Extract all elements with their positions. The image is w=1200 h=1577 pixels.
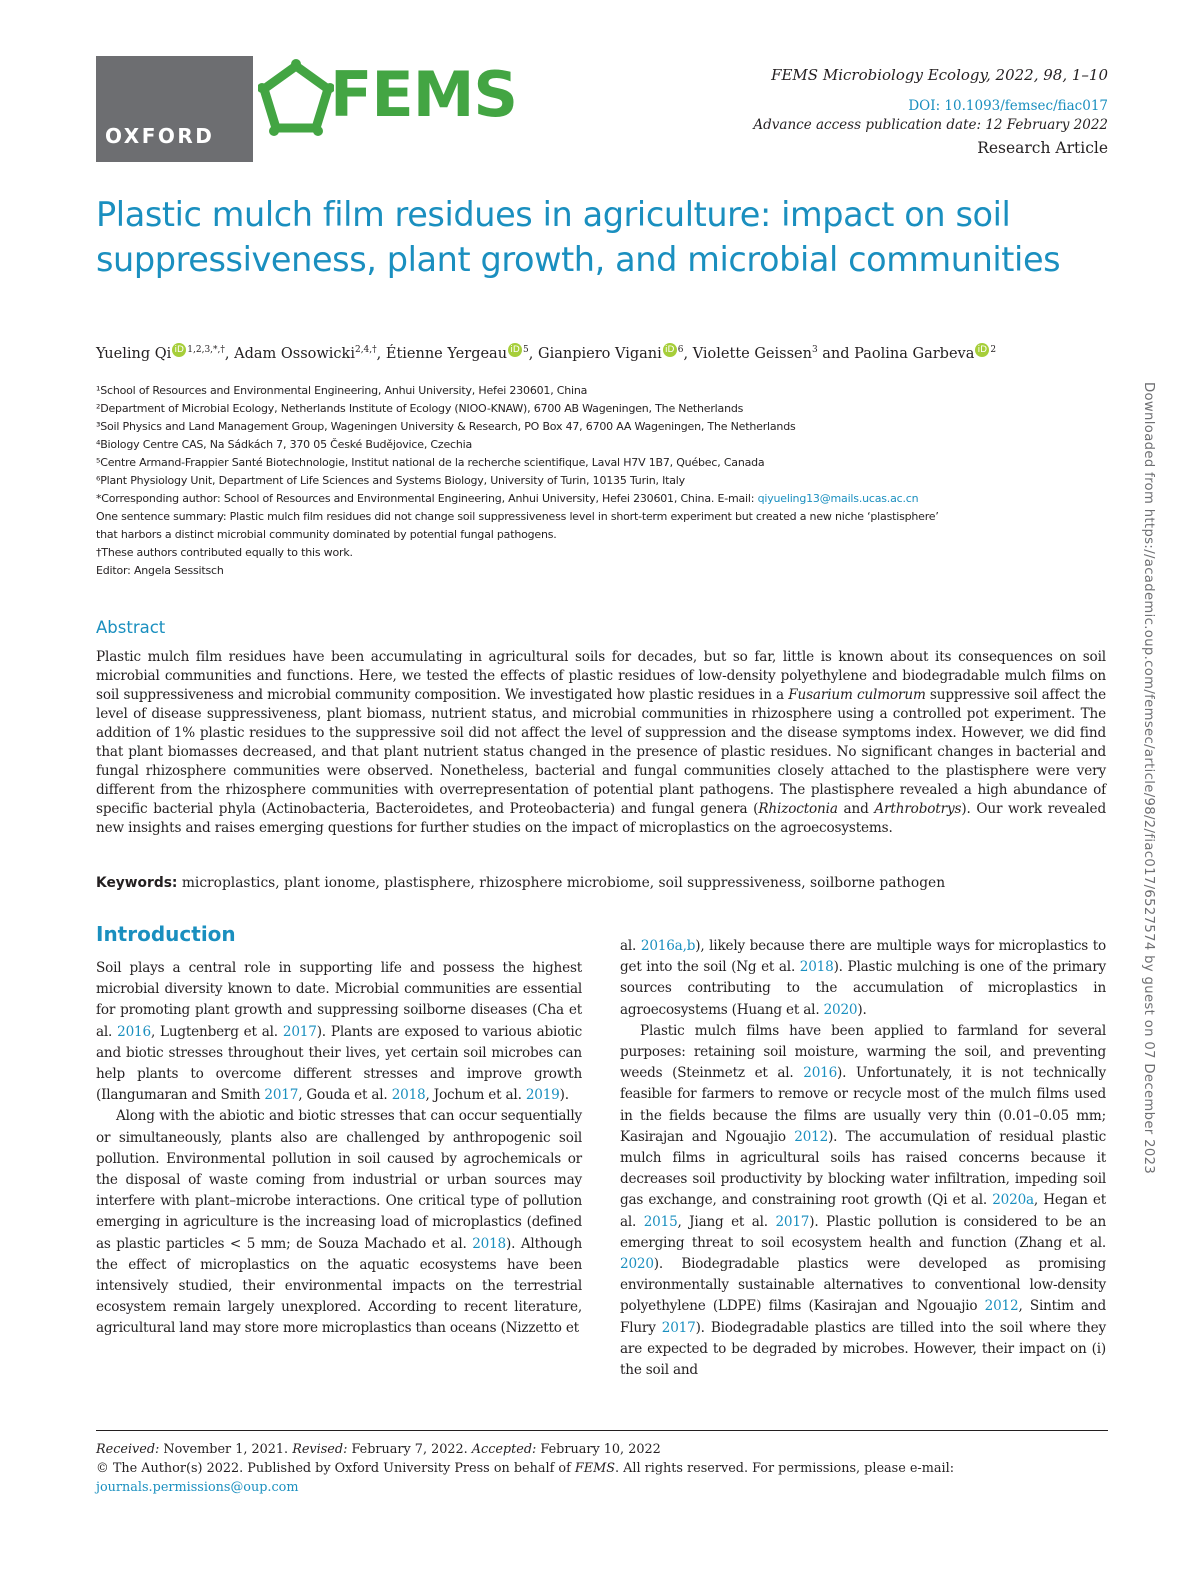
received-date: November 1, 2021. bbox=[159, 1442, 289, 1457]
author-separator: , bbox=[683, 346, 693, 362]
copyright-text: . All rights reserved. For permissions, please e-mail: bbox=[614, 1461, 955, 1476]
paragraph-text: ). Plants are exposed to various abiotic and biotic stresses throughout their lives, yet certain soil microbes can help plants to overcome different stresses and improve growth (Ilangumaran and Smith bbox=[96, 1023, 582, 1104]
author-name: Adam Ossowicki bbox=[234, 346, 355, 362]
summary-label: One sentence summary: bbox=[96, 510, 227, 523]
editor-note: Editor: Angela Sessitsch bbox=[96, 564, 224, 577]
footer-notes bbox=[96, 1440, 954, 1497]
paragraph-text: ). Unfortunately, it is not technically feasible for farmers to remove or recycle most of the mulch films used in the fields because the films are usually very thin (0.01–0.05 mm; Kasirajan and Ngouajio bbox=[620, 1065, 1106, 1145]
paragraph-text: ). bbox=[857, 1001, 867, 1018]
affiliation-item: ⁶Plant Physiology Unit, Department of Life Sciences and Systems Biology, University of Turin, 10135 Turin, Italy bbox=[96, 474, 685, 487]
fems-logo-wordmark: FEMS bbox=[330, 58, 518, 131]
citation-link[interactable]: 2012 bbox=[984, 1298, 1019, 1315]
corresponding-label: *Corresponding author: bbox=[96, 492, 221, 505]
publication-date: Advance access publication date: 12 February 2022 bbox=[753, 117, 1108, 133]
citation-link[interactable]: 2016 bbox=[803, 1065, 838, 1082]
accepted-label: Accepted: bbox=[467, 1442, 537, 1457]
abstract-species: Fusarium culmorum bbox=[788, 687, 926, 703]
paragraph-text: , Gouda et al. bbox=[298, 1087, 392, 1104]
orcid-icon[interactable]: iD bbox=[663, 343, 677, 357]
abstract-genus: Rhizoctonia bbox=[758, 801, 838, 817]
keywords-label: Keywords: bbox=[96, 875, 178, 891]
orcid-icon[interactable]: iD bbox=[975, 343, 989, 357]
citation-link[interactable]: 2017 bbox=[282, 1023, 317, 1040]
author-name: Gianpiero Vigani bbox=[538, 346, 662, 362]
affiliation-item: ³Soil Physics and Land Management Group, Wageningen University & Research, PO Box 47, 6700 AA Wageningen, The Netherlands bbox=[96, 420, 796, 433]
accepted-date: February 10, 2022 bbox=[536, 1442, 661, 1457]
article-type: Research Article bbox=[977, 139, 1108, 157]
corresponding-email-link[interactable]: qiyueling13@mails.ucas.ac.cn bbox=[757, 492, 919, 505]
corresponding-text: School of Resources and Environmental Engineering, Anhui University, Hefei 230601, China. E-mail: bbox=[220, 492, 758, 505]
intro-paragraph bbox=[620, 936, 1106, 1021]
citation-link[interactable]: 2016 bbox=[117, 1023, 151, 1040]
paragraph-text: ). Biodegradable plastics are tilled into the soil where they are expected to be degraded by microbes. However, their impact on (i) the soil and bbox=[620, 1319, 1106, 1379]
author-affiliation-sup: 1,2,3,*,† bbox=[187, 345, 225, 356]
copyright-journal: FEMS bbox=[574, 1461, 615, 1476]
affiliations-block bbox=[96, 382, 1106, 580]
corresponding-author bbox=[96, 490, 1106, 508]
citation-link[interactable]: 2015 bbox=[643, 1213, 678, 1230]
introduction-heading: Introduction bbox=[96, 922, 236, 946]
dates-line bbox=[96, 1440, 954, 1459]
equal-contribution-note: †These authors contributed equally to this work. bbox=[96, 546, 353, 559]
citation-link[interactable]: 2018 bbox=[391, 1087, 426, 1104]
author-list bbox=[96, 343, 996, 362]
citation-link[interactable]: 2012 bbox=[794, 1128, 829, 1145]
footer-divider bbox=[96, 1430, 1108, 1431]
affiliation-item: ¹School of Resources and Environmental Engineering, Anhui University, Hefei 230601, China bbox=[96, 384, 588, 397]
summary-text: Plastic mulch film residues did not change soil suppressiveness level in short-term experiment but created a new niche ‘plastisphere’ bbox=[226, 510, 939, 523]
author-affiliation-sup: 6 bbox=[677, 345, 684, 356]
copyright-line bbox=[96, 1459, 954, 1478]
doi-link[interactable]: DOI: 10.1093/femsec/fiac017 bbox=[908, 98, 1108, 114]
abstract-text bbox=[96, 648, 1106, 838]
abstract-part: and bbox=[837, 801, 875, 817]
paragraph-text: ), likely because there are multiple ways for microplastics to get into the soil (Ng et al. bbox=[620, 938, 1107, 976]
copyright-text: © The Author(s) 2022. Published by Oxford University Press on behalf of bbox=[96, 1461, 575, 1476]
author-affiliation-sup: 3 bbox=[811, 345, 818, 356]
citation-link[interactable]: 2017 bbox=[775, 1213, 810, 1230]
revised-date: February 7, 2022. bbox=[347, 1442, 468, 1457]
summary-line-2: that harbors a distinct microbial community dominated by potential fungal pathogens. bbox=[96, 528, 557, 541]
author-name: Violette Geissen bbox=[692, 346, 812, 362]
paragraph-text: , Jochum et al. bbox=[425, 1087, 526, 1104]
paragraph-text: ). bbox=[559, 1087, 569, 1104]
paragraph-text: , Jiang et al. bbox=[677, 1213, 776, 1230]
paragraph-text: Along with the abiotic and biotic stresses that can occur sequentially or simultaneously, plants also are challenged by anthropogenic soil pollution. Environmental pollution in soil caused by agrochemicals or the disposal of waste coming from industrial or urban sources may interfere with plant–microbe interactions. One critical type of pollution emerging in agriculture is the increasing load of microplastics (defined as plastic particles < 5 mm; de Souza Machado et al. bbox=[96, 1108, 582, 1252]
author-separator: and bbox=[817, 346, 855, 362]
keywords-line bbox=[96, 875, 1106, 891]
paragraph-text: Soil plays a central role in supporting life and possess the highest microbial diversity known to date. Microbial communities are essential for promoting plant growth and suppressing soilborne diseases (Cha et al. bbox=[96, 960, 582, 1040]
revised-label: Revised: bbox=[288, 1442, 348, 1457]
author-affiliation-sup: 5 bbox=[523, 345, 529, 356]
journal-citation: FEMS Microbiology Ecology, 2022, 98, 1–10 bbox=[771, 66, 1108, 84]
download-watermark-text: Downloaded from https://academic.oup.com/femsec/article/98/2/fiac017/6527574 by guest on 07 December 2023 bbox=[1141, 382, 1156, 1175]
abstract-part: Plastic mulch film residues have been accumulating in agricultural soils for decades, but so far, little is known about its consequences on soil microbial communities and functions. Here, we tested the effects of plastic residues of low-density polyethylene and biodegradable mulch films on soil suppressiveness and microbial community composition. We investigated how plastic residues in a bbox=[96, 649, 1106, 703]
author-name: Étienne Yergeau bbox=[385, 346, 508, 362]
citation-link[interactable]: 2017 bbox=[661, 1319, 696, 1336]
citation-link[interactable]: 2020a bbox=[992, 1192, 1034, 1209]
abstract-part: ). Our work revealed new insights and raises emerging questions for further studies on the impact of microplastics on the agroecosystems. bbox=[96, 801, 1107, 836]
summary-line bbox=[96, 508, 1106, 526]
article-title: Plastic mulch film residues in agriculture: impact on soil suppressiveness, plant growth, and microbial communities bbox=[96, 195, 1061, 279]
affiliation-item: ²Department of Microbial Ecology, Netherlands Institute of Ecology (NIOO-KNAW), 6700 AB Wageningen, The Netherlands bbox=[96, 402, 744, 415]
received-label: Received: bbox=[96, 1442, 160, 1457]
paragraph-text: ). Biodegradable plastics were developed as promising environmentally sustainable alternatives to conventional low-density polyethylene (LDPE) films (Kasirajan and Ngouajio bbox=[620, 1256, 1106, 1315]
intro-paragraph bbox=[620, 1021, 1106, 1381]
fems-pentagon-icon bbox=[258, 58, 334, 142]
affiliation-item: ⁴Biology Centre CAS, Na Sádkách 7, 370 05 České Budějovice, Czechia bbox=[96, 438, 473, 451]
citation-link[interactable]: 2018 bbox=[799, 959, 834, 976]
abstract-part: suppressive soil affect the level of disease suppressiveness, plant biomass, nutrient status, and microbial communities in rhizosphere using a controlled pot experiment. The addition of 1% plastic residues to the suppressive soil did not affect the level of suppression and the disease symptoms index. However, we did find that plant biomasses decreased, and that plant nutrient status changed in the presence of plastic residues. No significant changes in bacterial and fungal rhizosphere communities were observed. Nonetheless, bacterial and fungal communities closely attached to the plastisphere were very different from the rhizosphere communities with overrepresentation of potential plant pathogens. The plastisphere revealed a high abundance of specific bacterial phyla (Actinobacteria, Bacteroidetes, and Proteobacteria) and fungal genera ( bbox=[96, 687, 1107, 817]
paragraph-text: ). Plastic pollution is considered to be an emerging threat to soil ecosystem health and function (Zhang et al. bbox=[620, 1213, 1106, 1251]
author-separator: , bbox=[224, 346, 235, 362]
abstract-genus: Arthrobotrys bbox=[874, 801, 962, 817]
orcid-icon[interactable]: iD bbox=[172, 343, 186, 357]
author-separator: , bbox=[528, 346, 538, 362]
keywords-text: microplastics, plant ionome, plastisphere, rhizosphere microbiome, soil suppressiveness, soilborne pathogen bbox=[177, 875, 946, 891]
paragraph-text: Plastic mulch films have been applied to farmland for several purposes: retaining soil moisture, warming the soil, and preventing weeds (Steinmetz et al. bbox=[620, 1022, 1106, 1082]
paragraph-text: al. bbox=[620, 938, 641, 954]
citation-link[interactable]: 2016a,b bbox=[640, 938, 696, 954]
orcid-icon[interactable]: iD bbox=[508, 343, 522, 357]
author-separator: , bbox=[376, 346, 386, 362]
author-affiliation-sup: 2 bbox=[990, 345, 997, 356]
intro-paragraph bbox=[96, 1106, 582, 1339]
abstract-heading: Abstract bbox=[96, 618, 166, 637]
author-name: Paolina Garbeva bbox=[854, 346, 975, 362]
citation-link[interactable]: 2020 bbox=[823, 1001, 858, 1018]
paragraph-text: ). Although the effect of microplastics on the aquatic ecosystems have been intensively studied, their environmental impacts on the terrestrial ecosystem remain largely unexplored. According to recent literature, agricultural land may store more microplastics than oceans (Nizzetto et bbox=[96, 1235, 582, 1337]
affiliation-item: ⁵Centre Armand-Frappier Santé Biotechnologie, Institut national de la recherche scientifique, Laval H7V 1B7, Québec, Canada bbox=[96, 456, 765, 469]
author-affiliation-sup: 2,4,† bbox=[354, 345, 377, 356]
permissions-email-link[interactable]: journals.permissions@oup.com bbox=[96, 1480, 299, 1495]
citation-link[interactable]: 2020 bbox=[620, 1256, 654, 1273]
author-name: Yueling Qi bbox=[96, 346, 172, 362]
paragraph-text: ). The accumulation of residual plastic mulch films in agricultural soils has raised concerns because it decreases soil productivity by blocking water infiltration, impeding soil gas exchange, and constraining root growth (Qi et al. bbox=[620, 1128, 1106, 1209]
intro-paragraph bbox=[96, 958, 582, 1106]
paragraph-text: , Lugtenberg et al. bbox=[150, 1023, 283, 1040]
body-column-right bbox=[620, 936, 1106, 1381]
body-column-left bbox=[96, 958, 582, 1340]
paragraph-text: , Hegan et al. bbox=[620, 1192, 1106, 1230]
paragraph-text: ). Plastic mulching is one of the primary sources contributing to the accumulation of microplastics in agroecosystems (Huang et al. bbox=[620, 959, 1106, 1018]
citation-link[interactable]: 2019 bbox=[525, 1087, 560, 1104]
citation-link[interactable]: 2018 bbox=[472, 1235, 506, 1252]
paragraph-text: , Sintim and Flury bbox=[620, 1298, 1106, 1336]
oxford-logo-label: OXFORD bbox=[105, 124, 215, 148]
citation-link[interactable]: 2017 bbox=[264, 1087, 299, 1104]
download-watermark bbox=[1136, 382, 1160, 1192]
